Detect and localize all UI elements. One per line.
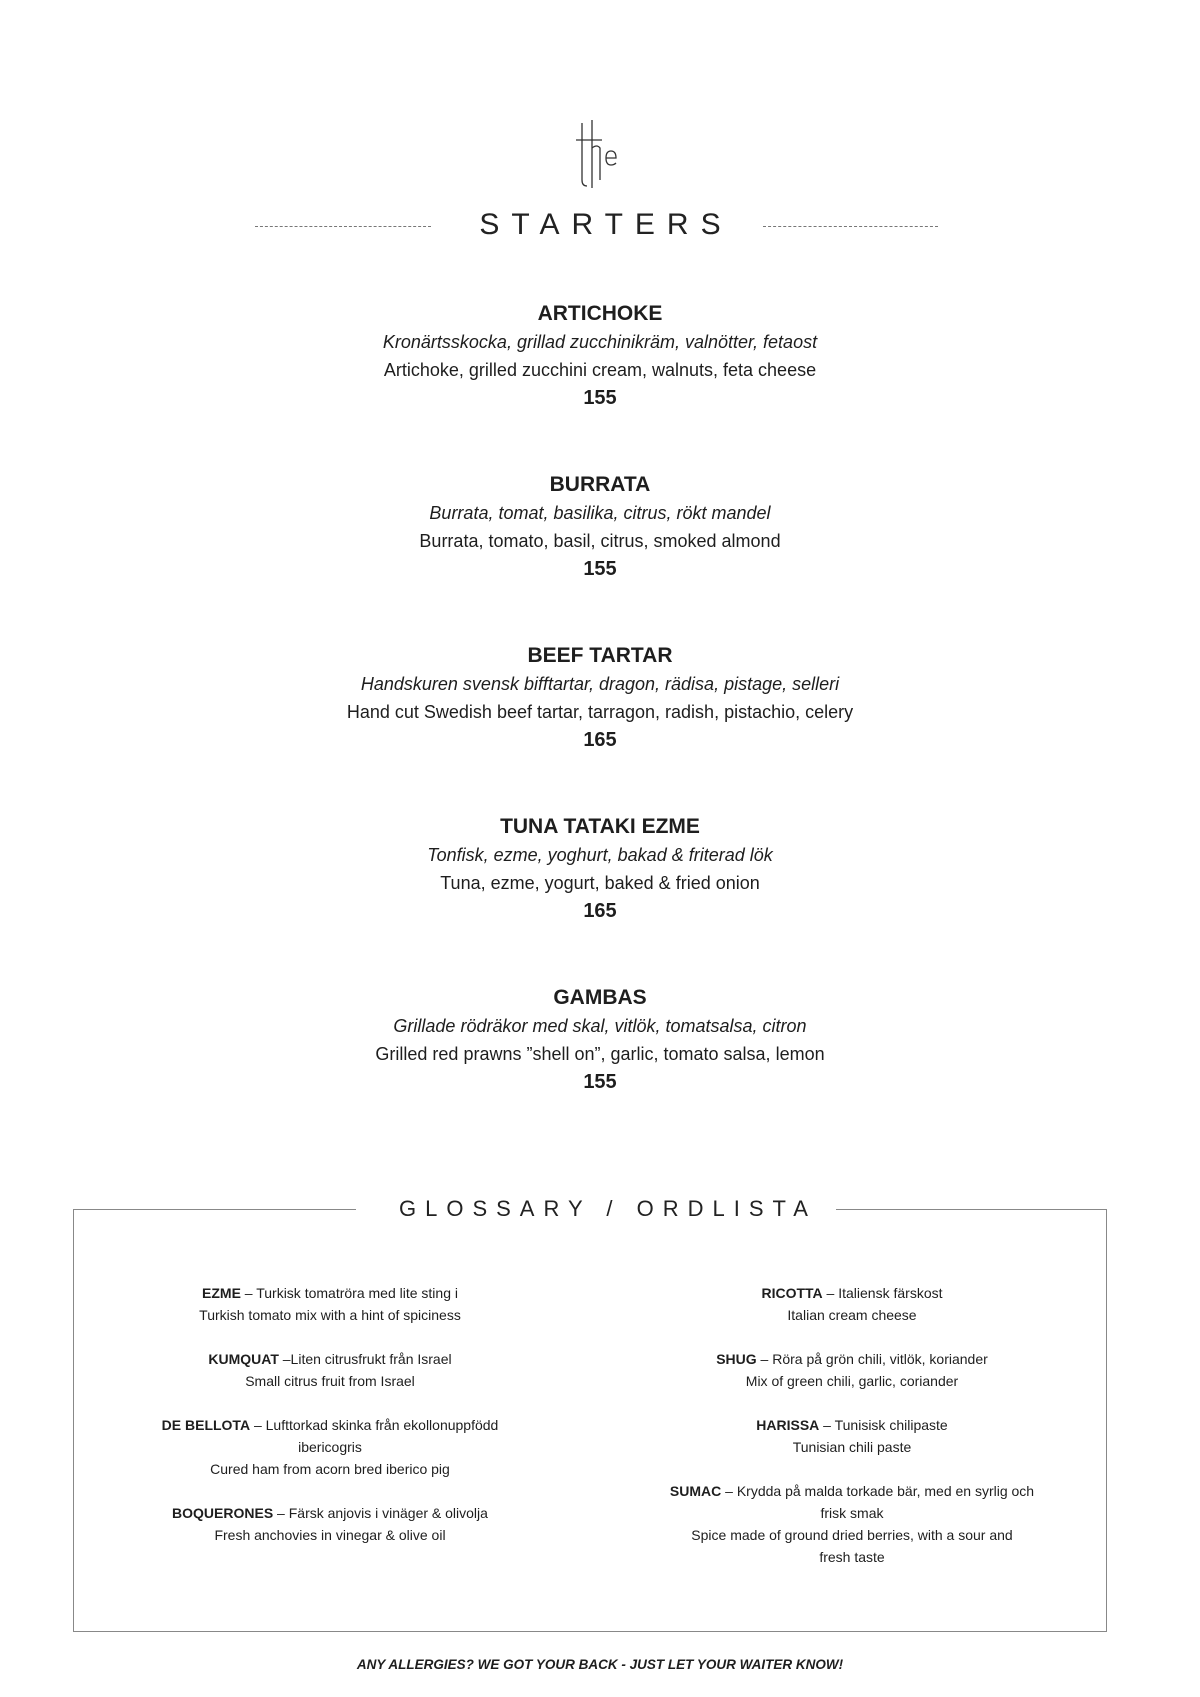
glossary-entry bbox=[120, 1348, 540, 1392]
glossary-border-top-left bbox=[73, 1209, 356, 1210]
item-price: 155 bbox=[583, 558, 617, 580]
glossary-border-top-right bbox=[836, 1209, 1107, 1210]
item-description-sv: Grillade rödräkor med skal, vitlök, tomatsalsa, citron bbox=[393, 1016, 807, 1036]
glossary-column-left bbox=[120, 1282, 540, 1568]
section-title: STARTERS bbox=[479, 208, 733, 241]
glossary-definition-sv: –Liten citrusfrukt från Israel bbox=[278, 1351, 452, 1367]
glossary-entry bbox=[120, 1502, 540, 1546]
glossary-definition-sv: – Röra på grön chili, vitlök, koriander bbox=[756, 1351, 988, 1367]
glossary-definition-sv: – Färsk anjovis i vinäger & olivolja bbox=[273, 1505, 488, 1521]
item-description-en: Artichoke, grilled zucchini cream, walnuts, feta cheese bbox=[383, 360, 817, 380]
glossary-term: KUMQUAT bbox=[208, 1351, 279, 1367]
item-price: 165 bbox=[583, 900, 617, 922]
item-description-en: Grilled red prawns ”shell on”, garlic, tomato salsa, lemon bbox=[375, 1044, 825, 1064]
glossary-definition-en: Italian cream cheese bbox=[787, 1307, 917, 1323]
glossary-term: SHUG bbox=[716, 1351, 757, 1367]
glossary-definition-en: Spice made of ground dried berries, with a sour and fresh taste bbox=[691, 1527, 1013, 1565]
item-description-en: Hand cut Swedish beef tartar, tarragon, radish, pistachio, celery bbox=[346, 702, 854, 722]
glossary-definition-en: Turkish tomato mix with a hint of spiciness bbox=[199, 1307, 461, 1323]
menu-item bbox=[0, 813, 1200, 984]
restaurant-logo bbox=[570, 118, 630, 188]
glossary-term: DE BELLOTA bbox=[161, 1417, 251, 1433]
allergy-notice: ANY ALLERGIES? WE GOT YOUR BACK - JUST LET YOUR WAITER KNOW! bbox=[356, 1657, 844, 1672]
item-name: TUNA TATAKI EZME bbox=[500, 815, 700, 838]
divider-right bbox=[763, 226, 938, 227]
item-name: BURRATA bbox=[549, 473, 651, 496]
item-name: GAMBAS bbox=[553, 986, 647, 1009]
glossary-column-right bbox=[642, 1282, 1062, 1590]
item-description-en: Burrata, tomato, basil, citrus, smoked almond bbox=[419, 531, 781, 551]
menu-items bbox=[0, 300, 1200, 1155]
item-price: 165 bbox=[583, 729, 617, 751]
item-description-en: Tuna, ezme, yogurt, baked & fried onion bbox=[440, 873, 760, 893]
glossary-definition-en: Small citrus fruit from Israel bbox=[245, 1373, 415, 1389]
glossary-term: RICOTTA bbox=[761, 1285, 823, 1301]
glossary-term: EZME bbox=[202, 1285, 241, 1301]
glossary-definition-sv: – Italiensk färskost bbox=[822, 1285, 943, 1301]
glossary-definition-en: Cured ham from acorn bred iberico pig bbox=[210, 1461, 450, 1477]
item-description-sv: Burrata, tomat, basilika, citrus, rökt mandel bbox=[429, 503, 771, 523]
glossary-entry bbox=[642, 1282, 1062, 1326]
glossary-definition-en: Fresh anchovies in vinegar & olive oil bbox=[214, 1527, 446, 1543]
item-name: BEEF TARTAR bbox=[527, 644, 673, 667]
menu-item bbox=[0, 300, 1200, 471]
item-description-sv: Tonfisk, ezme, yoghurt, bakad & friterad lök bbox=[427, 845, 773, 865]
glossary-entry bbox=[642, 1414, 1062, 1458]
glossary-entry bbox=[642, 1348, 1062, 1392]
glossary-definition-sv: – Krydda på malda torkade bär, med en syrlig och frisk smak bbox=[721, 1483, 1035, 1521]
glossary-entry bbox=[642, 1480, 1062, 1568]
glossary-entry bbox=[120, 1282, 540, 1326]
glossary-definition-en: Tunisian chili paste bbox=[792, 1439, 912, 1455]
glossary-definition-sv: – Tunisisk chilipaste bbox=[819, 1417, 948, 1433]
glossary-title: GLOSSARY / ORDLISTA bbox=[399, 1196, 817, 1221]
item-name: ARTICHOKE bbox=[537, 302, 663, 325]
menu-item bbox=[0, 984, 1200, 1155]
item-price: 155 bbox=[583, 387, 617, 409]
glossary-definition-en: Mix of green chili, garlic, coriander bbox=[745, 1373, 959, 1389]
glossary-term: HARISSA bbox=[756, 1417, 820, 1433]
menu-item bbox=[0, 642, 1200, 813]
glossary-definition-sv: – Lufttorkad skinka från ekollonuppfödd ibericogris bbox=[250, 1417, 499, 1455]
menu-item bbox=[0, 471, 1200, 642]
glossary-term: SUMAC bbox=[669, 1483, 722, 1499]
glossary-term: BOQUERONES bbox=[172, 1505, 274, 1521]
item-price: 155 bbox=[583, 1071, 617, 1093]
item-description-sv: Kronärtsskocka, grillad zucchinikräm, valnötter, fetaost bbox=[382, 332, 818, 352]
item-description-sv: Handskuren svensk bifftartar, dragon, rädisa, pistage, selleri bbox=[360, 674, 840, 694]
glossary-definition-sv: – Turkisk tomatröra med lite sting i bbox=[240, 1285, 458, 1301]
glossary-entry bbox=[120, 1414, 540, 1480]
